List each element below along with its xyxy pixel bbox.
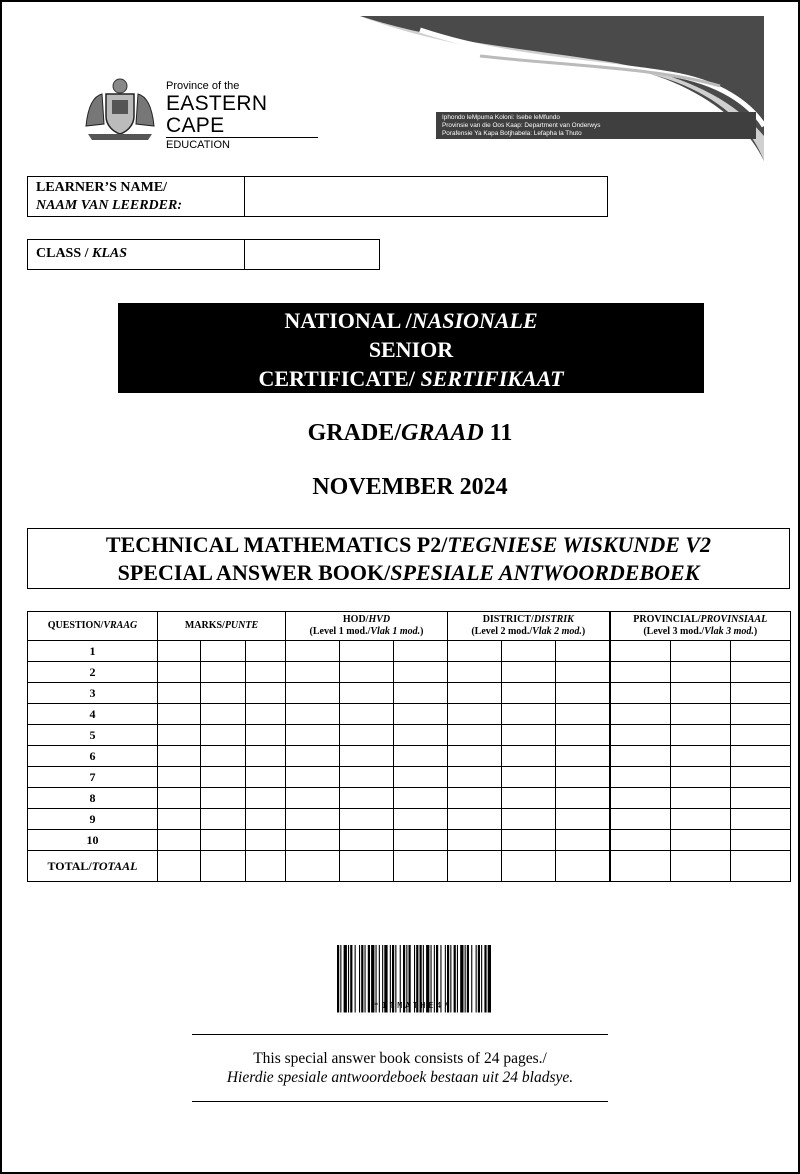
total-row bbox=[28, 851, 791, 882]
mark-cell[interactable] bbox=[502, 809, 556, 830]
mark-cell[interactable] bbox=[556, 704, 610, 725]
table-row bbox=[28, 767, 791, 788]
header-district-af: DISTRIK bbox=[533, 614, 574, 625]
mark-cell[interactable] bbox=[201, 746, 246, 767]
question-number: 10 bbox=[28, 830, 158, 851]
mark-cell[interactable] bbox=[394, 725, 448, 746]
class-label bbox=[28, 240, 245, 269]
mark-cell[interactable] bbox=[671, 809, 731, 830]
table-header-row bbox=[28, 612, 791, 641]
header-district-en: DISTRICT/ bbox=[482, 614, 534, 625]
mark-cell[interactable] bbox=[671, 641, 731, 662]
banner-line-2: SENIOR bbox=[368, 337, 454, 362]
department-strip bbox=[436, 112, 756, 139]
mark-cell[interactable] bbox=[556, 788, 610, 809]
logo-province-text: Province of the bbox=[166, 80, 240, 92]
mark-cell[interactable] bbox=[448, 641, 502, 662]
header-hod-en: HOD/ bbox=[342, 614, 369, 625]
subject-line-2-af: SPESIALE ANTWOORDEBOEK bbox=[390, 560, 700, 585]
mark-cell[interactable] bbox=[502, 851, 556, 882]
mark-cell[interactable] bbox=[502, 830, 556, 851]
mark-cell[interactable] bbox=[671, 704, 731, 725]
mark-cell[interactable] bbox=[731, 746, 791, 767]
mark-cell[interactable] bbox=[286, 725, 340, 746]
mark-cell[interactable] bbox=[394, 767, 448, 788]
header-question-en: QUESTION/ bbox=[47, 620, 104, 631]
mark-cell[interactable] bbox=[394, 809, 448, 830]
banner-line-3-af: SERTIFIKAAT bbox=[420, 366, 564, 391]
mark-cell[interactable] bbox=[286, 788, 340, 809]
mark-cell[interactable] bbox=[502, 641, 556, 662]
mark-cell[interactable] bbox=[448, 662, 502, 683]
total-label-en: TOTAL/ bbox=[47, 858, 92, 873]
mark-cell[interactable] bbox=[201, 704, 246, 725]
banner-line-1-en: NATIONAL / bbox=[284, 308, 412, 333]
dept-line: Porafensie Ya Kapa Botjhabela: Lefapha la Thuto bbox=[442, 129, 582, 137]
learner-name-label-en: LEARNER’S NAME/ bbox=[36, 180, 168, 195]
mark-cell[interactable] bbox=[286, 662, 340, 683]
mark-cell[interactable] bbox=[671, 725, 731, 746]
mark-cell[interactable] bbox=[502, 683, 556, 704]
banner-line-3-en: CERTIFICATE/ bbox=[258, 366, 421, 391]
dept-line: Provinsie van die Oos Kaap: Department van Onderwys bbox=[442, 121, 601, 129]
table-row bbox=[28, 704, 791, 725]
mark-cell[interactable] bbox=[340, 809, 394, 830]
mark-cell[interactable] bbox=[246, 704, 286, 725]
logo-wordmark bbox=[166, 80, 330, 152]
mark-cell[interactable] bbox=[340, 683, 394, 704]
page-count-af: Hierdie spesiale antwoordeboek bestaan uit 24 bladsye. bbox=[226, 1069, 574, 1086]
mark-cell[interactable] bbox=[502, 662, 556, 683]
mark-cell[interactable] bbox=[340, 725, 394, 746]
mark-cell[interactable] bbox=[246, 683, 286, 704]
header-hod-sub-end: ) bbox=[420, 626, 424, 637]
mark-cell[interactable] bbox=[610, 767, 671, 788]
banner-line-1 bbox=[118, 306, 704, 335]
mark-cell[interactable] bbox=[448, 746, 502, 767]
table-row bbox=[28, 830, 791, 851]
mark-cell[interactable] bbox=[731, 851, 791, 882]
mark-cell[interactable] bbox=[158, 830, 201, 851]
question-number: 3 bbox=[28, 683, 158, 704]
mark-cell[interactable] bbox=[502, 725, 556, 746]
logo-dept-text: EDUCATION bbox=[166, 137, 318, 152]
mark-cell[interactable] bbox=[502, 788, 556, 809]
header-marks-af: PUNTE bbox=[224, 620, 259, 631]
mark-cell[interactable] bbox=[610, 851, 671, 882]
certificate-banner bbox=[118, 303, 704, 393]
page-count-en: This special answer book consists of 24 pages./ bbox=[253, 1050, 547, 1067]
header-hod bbox=[286, 612, 448, 641]
mark-cell[interactable] bbox=[158, 767, 201, 788]
question-number: 4 bbox=[28, 704, 158, 725]
question-number: 7 bbox=[28, 767, 158, 788]
mark-cell[interactable] bbox=[448, 809, 502, 830]
mark-cell[interactable] bbox=[448, 725, 502, 746]
mark-cell[interactable] bbox=[731, 704, 791, 725]
mark-cell[interactable] bbox=[201, 830, 246, 851]
mark-cell[interactable] bbox=[731, 683, 791, 704]
header-district bbox=[448, 612, 610, 641]
mark-cell[interactable] bbox=[158, 725, 201, 746]
header-swoosh-graphic bbox=[360, 16, 764, 161]
mark-cell[interactable] bbox=[286, 851, 340, 882]
mark-cell[interactable] bbox=[201, 725, 246, 746]
learner-name-box bbox=[27, 176, 608, 217]
mark-cell[interactable] bbox=[246, 725, 286, 746]
mark-cell[interactable] bbox=[286, 830, 340, 851]
mark-cell[interactable] bbox=[731, 662, 791, 683]
grade-number: 11 bbox=[483, 420, 513, 446]
mark-cell[interactable] bbox=[201, 851, 246, 882]
mark-cell[interactable] bbox=[610, 641, 671, 662]
mark-cell[interactable] bbox=[394, 788, 448, 809]
dept-line: Iphondo leMpuma Koloni: Isebe leMfundo bbox=[442, 114, 560, 121]
mark-cell[interactable] bbox=[556, 746, 610, 767]
mark-cell[interactable] bbox=[340, 746, 394, 767]
subject-line-2 bbox=[28, 559, 789, 587]
coat-of-arms-icon bbox=[80, 76, 160, 142]
mark-cell[interactable] bbox=[246, 809, 286, 830]
mark-cell[interactable] bbox=[610, 725, 671, 746]
mark-cell[interactable] bbox=[246, 830, 286, 851]
mark-cell[interactable] bbox=[286, 641, 340, 662]
mark-cell[interactable] bbox=[158, 851, 201, 882]
mark-cell[interactable] bbox=[502, 704, 556, 725]
mark-cell[interactable] bbox=[394, 830, 448, 851]
class-label-en: CLASS / bbox=[36, 246, 93, 261]
mark-cell[interactable] bbox=[394, 683, 448, 704]
question-number: 5 bbox=[28, 725, 158, 746]
mark-cell[interactable] bbox=[671, 746, 731, 767]
mark-cell[interactable] bbox=[286, 746, 340, 767]
table-row bbox=[28, 788, 791, 809]
question-number: 2 bbox=[28, 662, 158, 683]
mark-cell[interactable] bbox=[502, 746, 556, 767]
mark-cell[interactable] bbox=[731, 767, 791, 788]
barcode-text: *ITMATHE4* bbox=[373, 1001, 453, 1010]
mark-cell[interactable] bbox=[246, 788, 286, 809]
mark-cell[interactable] bbox=[246, 851, 286, 882]
mark-cell[interactable] bbox=[286, 704, 340, 725]
mark-cell[interactable] bbox=[671, 830, 731, 851]
mark-cell[interactable] bbox=[610, 788, 671, 809]
mark-cell[interactable] bbox=[394, 641, 448, 662]
mark-cell[interactable] bbox=[201, 641, 246, 662]
class-field[interactable] bbox=[245, 240, 379, 269]
mark-cell[interactable] bbox=[246, 662, 286, 683]
mark-cell[interactable] bbox=[394, 662, 448, 683]
mark-cell[interactable] bbox=[556, 683, 610, 704]
exam-date: NOVEMBER 2024 bbox=[312, 474, 508, 500]
mark-cell[interactable] bbox=[158, 746, 201, 767]
mark-cell[interactable] bbox=[201, 767, 246, 788]
header-prov-af: PROVINSIAAL bbox=[700, 614, 768, 625]
table-row bbox=[28, 746, 791, 767]
total-label bbox=[28, 851, 158, 882]
learner-name-field[interactable] bbox=[245, 177, 607, 216]
header-marks-en: MARKS/ bbox=[184, 620, 225, 631]
learner-name-label bbox=[28, 177, 245, 216]
mark-cell[interactable] bbox=[246, 767, 286, 788]
mark-cell[interactable] bbox=[671, 788, 731, 809]
mark-cell[interactable] bbox=[340, 662, 394, 683]
header-prov-sub-af: Vlak 3 mod. bbox=[704, 626, 754, 637]
grade-af: GRAAD bbox=[400, 420, 484, 446]
mark-cell[interactable] bbox=[448, 830, 502, 851]
marks-table bbox=[27, 611, 791, 882]
mark-cell[interactable] bbox=[556, 851, 610, 882]
mark-cell[interactable] bbox=[158, 641, 201, 662]
mark-cell[interactable] bbox=[610, 704, 671, 725]
grade-en: GRADE/ bbox=[307, 420, 401, 446]
table-row bbox=[28, 662, 791, 683]
mark-cell[interactable] bbox=[286, 683, 340, 704]
mark-cell[interactable] bbox=[502, 767, 556, 788]
mark-cell[interactable] bbox=[671, 662, 731, 683]
mark-cell[interactable] bbox=[556, 767, 610, 788]
mark-cell[interactable] bbox=[731, 641, 791, 662]
mark-cell[interactable] bbox=[448, 788, 502, 809]
question-number: 1 bbox=[28, 641, 158, 662]
mark-cell[interactable] bbox=[731, 725, 791, 746]
question-number: 8 bbox=[28, 788, 158, 809]
header-hod-sub-af: Vlak 1 mod. bbox=[370, 626, 421, 637]
mark-cell[interactable] bbox=[610, 809, 671, 830]
mark-cell[interactable] bbox=[394, 704, 448, 725]
header-question-af: VRAAG bbox=[103, 620, 138, 631]
banner-line-3 bbox=[118, 364, 704, 393]
grade-heading bbox=[0, 420, 800, 447]
mark-cell[interactable] bbox=[610, 662, 671, 683]
table-row bbox=[28, 809, 791, 830]
mark-cell[interactable] bbox=[610, 830, 671, 851]
mark-cell[interactable] bbox=[731, 809, 791, 830]
mark-cell[interactable] bbox=[340, 851, 394, 882]
mark-cell[interactable] bbox=[201, 809, 246, 830]
mark-cell[interactable] bbox=[731, 830, 791, 851]
mark-cell[interactable] bbox=[158, 809, 201, 830]
question-number: 6 bbox=[28, 746, 158, 767]
subject-box bbox=[27, 528, 790, 589]
subject-line-2-en: SPECIAL ANSWER BOOK/ bbox=[117, 560, 391, 585]
mark-cell[interactable] bbox=[340, 830, 394, 851]
header-provincial bbox=[610, 612, 791, 641]
question-number: 9 bbox=[28, 809, 158, 830]
header-prov-sub-en: (Level 3 mod./ bbox=[643, 626, 705, 637]
header-hod-sub-en: (Level 1 mod./ bbox=[309, 626, 371, 637]
mark-cell[interactable] bbox=[448, 851, 502, 882]
mark-cell[interactable] bbox=[201, 683, 246, 704]
header-district-sub-en: (Level 2 mod./ bbox=[471, 626, 533, 637]
mark-cell[interactable] bbox=[158, 662, 201, 683]
eastern-cape-logo bbox=[80, 76, 330, 151]
subject-line-1 bbox=[28, 531, 789, 559]
mark-cell[interactable] bbox=[340, 641, 394, 662]
mark-cell[interactable] bbox=[448, 683, 502, 704]
mark-cell[interactable] bbox=[340, 767, 394, 788]
total-label-af: TOTAAL bbox=[91, 858, 138, 873]
mark-cell[interactable] bbox=[556, 809, 610, 830]
header-prov-en: PROVINCIAL/ bbox=[633, 614, 701, 625]
mark-cell[interactable] bbox=[556, 662, 610, 683]
header-district-sub-end: ) bbox=[581, 626, 586, 637]
header-question bbox=[28, 612, 158, 641]
mark-cell[interactable] bbox=[394, 746, 448, 767]
mark-cell[interactable] bbox=[246, 641, 286, 662]
mark-cell[interactable] bbox=[340, 704, 394, 725]
mark-cell[interactable] bbox=[158, 704, 201, 725]
logo-name-text: EASTERN CAPE bbox=[166, 92, 268, 137]
mark-cell[interactable] bbox=[671, 851, 731, 882]
mark-cell[interactable] bbox=[610, 683, 671, 704]
mark-cell[interactable] bbox=[201, 788, 246, 809]
mark-cell[interactable] bbox=[556, 641, 610, 662]
mark-cell[interactable] bbox=[610, 746, 671, 767]
mark-cell[interactable] bbox=[158, 683, 201, 704]
table-row bbox=[28, 641, 791, 662]
header-marks bbox=[158, 612, 286, 641]
mark-cell[interactable] bbox=[286, 809, 340, 830]
mark-cell[interactable] bbox=[286, 767, 340, 788]
mark-cell[interactable] bbox=[556, 725, 610, 746]
mark-cell[interactable] bbox=[394, 851, 448, 882]
class-box bbox=[27, 239, 380, 270]
mark-cell[interactable] bbox=[556, 830, 610, 851]
marks-table-body bbox=[28, 641, 791, 882]
mark-cell[interactable] bbox=[671, 767, 731, 788]
mark-cell[interactable] bbox=[158, 788, 201, 809]
subject-line-1-en: TECHNICAL MATHEMATICS P2/ bbox=[105, 532, 448, 557]
mark-cell[interactable] bbox=[448, 704, 502, 725]
subject-line-1-af: TEGNIESE WISKUNDE V2 bbox=[447, 532, 712, 557]
table-row bbox=[28, 683, 791, 704]
learner-name-label-af: NAAM VAN LEERDER: bbox=[36, 198, 182, 213]
mark-cell[interactable] bbox=[448, 767, 502, 788]
banner-line-1-af: NASIONALE bbox=[411, 308, 538, 333]
table-row bbox=[28, 725, 791, 746]
header-district-sub-af: Vlak 2 mod. bbox=[532, 626, 582, 637]
mark-cell[interactable] bbox=[340, 788, 394, 809]
mark-cell[interactable] bbox=[731, 788, 791, 809]
page-count-note bbox=[192, 1034, 608, 1102]
mark-cell[interactable] bbox=[201, 662, 246, 683]
mark-cell[interactable] bbox=[246, 746, 286, 767]
mark-cell[interactable] bbox=[671, 683, 731, 704]
class-label-af: KLAS bbox=[92, 246, 128, 261]
header-prov-sub-end: ) bbox=[753, 626, 758, 637]
header-hod-af: HVD bbox=[368, 614, 391, 625]
